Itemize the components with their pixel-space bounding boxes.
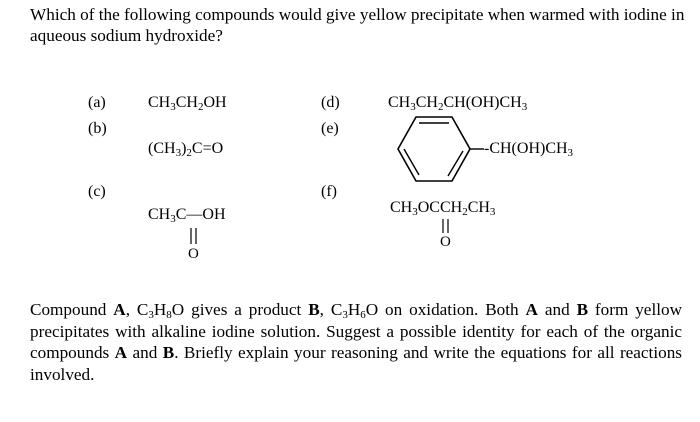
option-c-oxygen: O: [188, 246, 199, 262]
option-a-label: (a): [88, 94, 106, 111]
option-f-oxygen: O: [440, 234, 451, 250]
option-c-label: (c): [88, 183, 106, 200]
option-b-formula: $(CH_3)_2C=O$: [148, 140, 224, 159]
option-e-substituent: $-CH(OH)CH_3$: [484, 140, 574, 159]
option-b-label: (b): [88, 120, 107, 137]
option-e-label: (e): [321, 120, 339, 137]
option-d-label: (d): [321, 94, 340, 111]
option-a-formula: $CH_3CH_2OH$: [148, 94, 227, 113]
option-f-formula: $CH_3OCCH_2CH_3$: [390, 199, 496, 218]
benzene-ring-icon: [388, 115, 474, 185]
compound-question-paragraph: Compound A, $C_3H_8O$ gives a product B, $C_3H_6O$ on oxidation. Both A and B form yellow precipitates with alkaline iodine solution. Suggest a possible identity for each of the organic compounds A and B. Briefly explain your reasoning and write the equations for all reactions involved.: [30, 300, 682, 384]
option-c-double-bond: [188, 226, 200, 246]
question-text: Which of the following compounds would give yellow precipitate when warmed with iodine in aqueous sodium hydroxide?: [30, 5, 685, 45]
option-c-formula: $CH_3C—OH$: [148, 206, 226, 225]
option-f-label: (f): [321, 183, 337, 200]
option-d-formula: $CH_3CH_2CH(OH)CH_3$: [388, 94, 528, 113]
